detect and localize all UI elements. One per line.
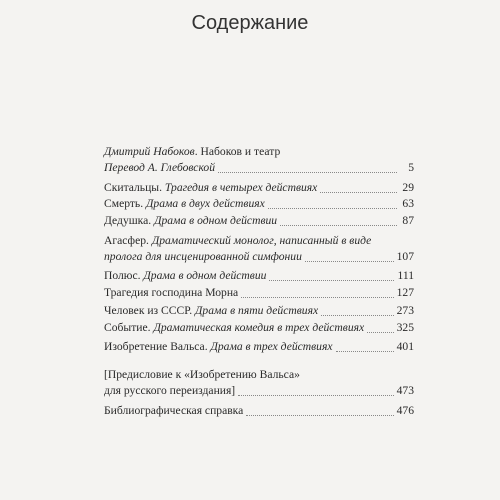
toc-leader <box>280 225 397 226</box>
toc-page-number: 325 <box>396 321 414 334</box>
toc-title: Смерть <box>104 197 141 210</box>
toc-leader <box>268 208 397 209</box>
toc-genre: Драма в одном действии <box>154 214 278 227</box>
toc-entry-sobytie[interactable]: Событие. Драматическая комедия в трех действиях 325 <box>104 321 414 334</box>
toc-author: Дмитрий Набоков <box>104 145 195 158</box>
toc-title: Скитальцы <box>104 181 160 194</box>
toc-title: Библиографическая справка <box>104 404 244 417</box>
toc-leader <box>305 261 394 262</box>
toc-page-number: 401 <box>396 340 414 353</box>
toc-genre: Драма в двух действиях <box>146 197 265 210</box>
toc-leader <box>238 395 393 396</box>
toc-entry-morn[interactable] <box>104 285 414 301</box>
toc-leader <box>241 297 393 298</box>
toc-entry-izobretenie-valsa[interactable]: Изобретение Вальса. Драма в трех действиях 401 <box>104 340 414 353</box>
toc-title: Событие <box>104 321 148 334</box>
toc-genre: Трагедия в четырех действиях <box>164 181 318 194</box>
toc-leader <box>336 351 394 352</box>
toc-title-line1: [Предисловие к «Изобретению Вальса» <box>104 368 300 381</box>
toc-leader <box>218 172 397 173</box>
toc-leader <box>367 332 393 333</box>
toc-genre-line1: Драматический монолог, написанный в виде <box>151 234 372 247</box>
toc-title: Дедушка <box>104 214 149 227</box>
toc-page-number: 5 <box>408 161 414 174</box>
toc-entry-bibliografiya[interactable] <box>104 403 414 419</box>
toc-entry-chelovek-iz-sssr[interactable]: Человек из СССР. Драма в пяти действиях 273 <box>104 304 414 317</box>
toc-title: Трагедия господина Морна <box>104 286 239 299</box>
toc-leader <box>320 192 397 193</box>
toc-entry-predislovie[interactable] <box>104 367 414 399</box>
toc-entry-smert[interactable]: Смерть. Драма в двух действиях 63 <box>104 197 414 210</box>
toc-leader <box>321 315 393 316</box>
toc-page-number: 107 <box>396 250 414 263</box>
toc-leader <box>246 415 393 416</box>
toc-genre: Драматическая комедия в трех действиях <box>153 321 365 334</box>
toc-title: Набоков и театр <box>200 145 281 158</box>
toc-entry-polyus[interactable]: Полюс. Драма в одном действии 111 <box>104 269 414 282</box>
toc-title: Человек из СССР <box>104 304 190 317</box>
toc-page-number: 29 <box>402 181 414 194</box>
toc-entry-nabokov-theatre[interactable]: Дмитрий Набоков. Набоков и театр Перевод А. Глебовской 5 <box>104 145 414 174</box>
toc-page-number: 111 <box>397 269 414 282</box>
toc-page-number: 63 <box>402 197 414 210</box>
toc-entry-agasfer[interactable]: Агасфер. Драматический монолог, написанный в виде пролога для инсценированной симфонии 107 <box>104 234 414 263</box>
toc-genre-line2: пролога для инсценированной симфонии <box>104 250 302 263</box>
toc-genre: Драма в одном действии <box>143 269 267 282</box>
toc-title: Агасфер <box>104 234 147 247</box>
toc-page-number: 127 <box>396 286 414 299</box>
toc-page-number: 273 <box>396 304 414 317</box>
toc-page-number: 473 <box>396 384 414 397</box>
toc-genre: Драма в пяти действиях <box>195 304 319 317</box>
toc-subtitle: Перевод А. Глебовской <box>104 161 216 174</box>
toc-title: Изобретение Вальса <box>104 340 205 353</box>
toc-leader <box>269 280 394 281</box>
toc-page-number: 87 <box>402 214 414 227</box>
toc-page-number: 476 <box>396 404 414 417</box>
toc-title-line2: для русского переиздания] <box>104 384 236 397</box>
page-title: Содержание <box>191 12 309 34</box>
toc-title: Полюс <box>104 269 138 282</box>
toc-entry-dedushka[interactable]: Дедушка. Драма в одном действии 87 <box>104 214 414 227</box>
toc-entry-skitaltsy[interactable]: Скитальцы. Трагедия в четырех действиях 29 <box>104 181 414 194</box>
toc-genre: Драма в трех действиях <box>210 340 333 353</box>
